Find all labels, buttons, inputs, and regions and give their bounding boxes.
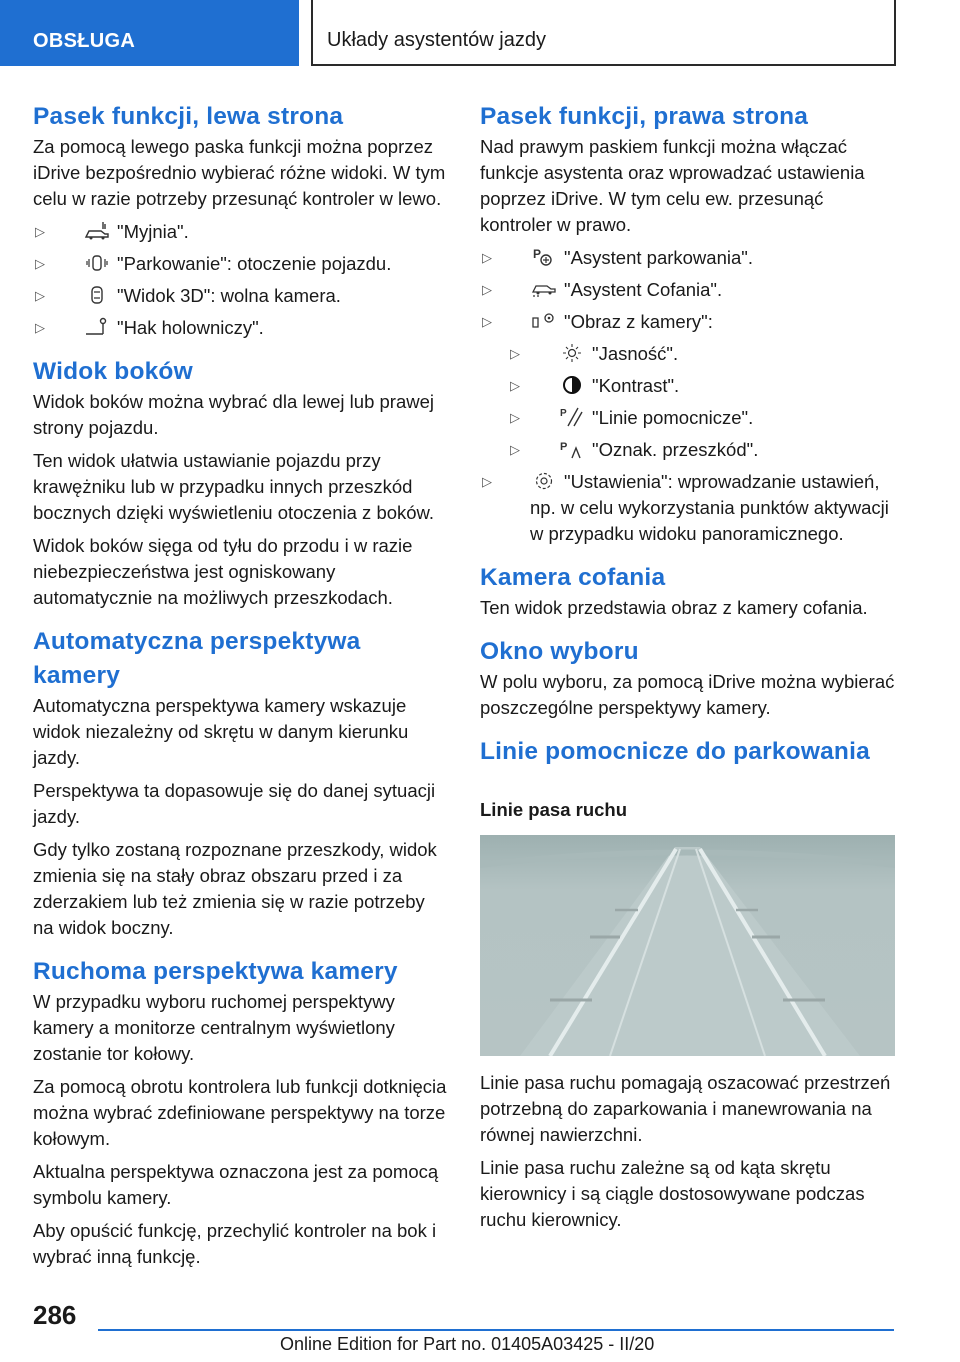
paragraph: Ten widok ułatwia ustawianie pojazdu przy krawężniku lub w przypadku innych przeszkód bocznych dzięki wyświetleniu otoczenia z boków. [33, 450, 435, 523]
edition-note: Online Edition for Part no. 01405A03425 - II/20 [280, 1334, 655, 1354]
paragraph: Widok boków można wybrać dla lewej lub prawej strony pojazdu. [33, 391, 435, 438]
section-title: OBSŁUGA [33, 30, 136, 52]
lane-lines-image [480, 835, 895, 1056]
bullet-icon: ▷ [482, 282, 492, 297]
heading-automatic-perspective: Automatyczna perspektywa kamery [33, 628, 361, 689]
footer-divider [98, 1329, 894, 1331]
bullet-icon: ▷ [35, 320, 45, 335]
list-item-text: "Widok 3D": wolna kamera. [117, 285, 341, 306]
svg-text:P: P [533, 247, 542, 261]
parking-surroundings-icon [83, 252, 111, 274]
paragraph: Perspektywa ta dopasowuje się do danej sytuacji jazdy. [33, 780, 436, 827]
list-item [480, 277, 896, 303]
paragraph: Automatyczna perspektywa kamery wskazuje widok niezależny od skrętu w danym kierunku jazdy. [33, 695, 409, 768]
bullet-icon: ▷ [510, 378, 520, 393]
bullet-icon: ▷ [482, 314, 492, 329]
list-item [33, 283, 449, 309]
right-column [480, 100, 896, 1240]
list-item-text: "Oznak. przeszkód". [592, 439, 759, 460]
list-item-text: "Asystent Cofania". [564, 279, 723, 300]
list-item-text: "Obraz z kamery": [564, 311, 713, 332]
sub-list-item [480, 373, 896, 399]
list-item-text: "Jasność". [592, 343, 679, 364]
list-item-text: "Kontrast". [592, 375, 680, 396]
chapter-header [311, 0, 896, 66]
list-item-text: "Linie pomocnicze". [592, 407, 754, 428]
bullet-icon: ▷ [510, 442, 520, 457]
list-item-text: "Ustawienia": wprowadzanie ustawień, np. w celu wykorzystania punktów aktywacji w przypadku widoku panoramicznego. [530, 471, 889, 544]
list-item-text: "Asystent parkowania". [564, 247, 753, 268]
list-item [33, 251, 449, 277]
paragraph: Za pomocą obrotu kontrolera lub funkcji dotknięcia można wybrać zdefiniowane perspektywy na torze kołowym. [33, 1076, 447, 1149]
paragraph: Ten widok przedstawia obraz z kamery cofania. [480, 597, 868, 618]
paragraph: Nad prawym paskiem funkcji można włączać funkcje asystenta oraz wprowadzać ustawienia poprzez iDrive. W tym celu ew. przesunąć kontroler w prawo. [480, 136, 865, 235]
page-number: 286 [33, 1300, 77, 1330]
paragraph: Widok boków sięga od tyłu do przodu i w razie niebezpieczeństwa jest ogniskowany automatycznie na możliwych przeszkodach. [33, 535, 413, 608]
heading-moving-perspective: Ruchoma perspektywa kamery [33, 958, 398, 985]
tow-hitch-icon [83, 316, 111, 338]
list-item [33, 219, 449, 245]
bullet-icon: ▷ [482, 250, 492, 265]
bullet-icon: ▷ [35, 256, 45, 271]
svg-text:P: P [560, 408, 567, 419]
heading-rear-camera: Kamera cofania [480, 564, 666, 591]
car-wash-icon [83, 220, 111, 242]
parking-assistant-icon [530, 246, 558, 268]
list-item [480, 469, 896, 547]
heading-parking-guide-lines: Linie pomocnicze do parkowania [480, 738, 870, 765]
bullet-icon: ▷ [510, 410, 520, 425]
obstacle-marking-icon [558, 438, 586, 460]
heading-left-function-bar: Pasek funkcji, lewa strona [33, 103, 344, 130]
heading-right-function-bar: Pasek funkcji, prawa strona [480, 103, 809, 130]
paragraph: Linie pasa ruchu pomagają oszacować przestrzeń potrzebną do zaparkowania i manewrowania na równej nawierzchni. [480, 1072, 891, 1145]
bullet-icon: ▷ [510, 346, 520, 361]
paragraph: W przypadku wyboru ruchomej perspektywy kamery a monitorze centralnym wyświetlony zostanie tor kołowy. [33, 991, 395, 1064]
paragraph: Za pomocą lewego paska funkcji można poprzez iDrive bezpośrednio wybierać różne widoki. W tym celu w razie potrzeby przesunąć kontroler w lewo. [33, 136, 446, 209]
paragraph: Aktualna perspektywa oznaczona jest za pomocą symbolu kamery. [33, 1161, 439, 1208]
subheading-lane-lines: Linie pasa ruchu [480, 799, 628, 820]
view-3d-icon [83, 284, 111, 306]
bullet-icon: ▷ [35, 224, 45, 239]
bullet-icon: ▷ [482, 474, 492, 489]
reversing-assistant-icon [530, 278, 558, 300]
svg-text:P: P [560, 441, 568, 453]
list-item [480, 309, 896, 335]
guide-lines-icon [558, 406, 586, 428]
chapter-title: Układy asystentów jazdy [327, 29, 546, 51]
heading-selection-window: Okno wyboru [480, 638, 639, 665]
list-item-text: "Myjnia". [117, 221, 189, 242]
brightness-icon [558, 342, 586, 364]
bullet-icon: ▷ [35, 288, 45, 303]
sub-list-item [480, 405, 896, 431]
lane-lines-illustration [480, 835, 895, 1056]
sub-list-item [480, 437, 896, 463]
paragraph: Linie pasa ruchu zależne są od kąta skrętu kierownicy i są ciągle dostosowywane podczas ruchu kierownicy. [480, 1157, 865, 1230]
camera-image-icon [530, 310, 558, 332]
left-column [33, 100, 449, 1277]
paragraph: Gdy tylko zostaną rozpoznane przeszkody, widok zmienia się na stały obraz obszaru przed i za zderzakiem lub też zmienia się w razie potrzeby na widok boczny. [33, 839, 437, 938]
list-item [480, 245, 896, 271]
sub-list-item [480, 341, 896, 367]
paragraph: W polu wyboru, za pomocą iDrive można wybierać poszczególne perspektywy kamery. [480, 671, 895, 718]
list-item-text: "Parkowanie": otoczenie pojazdu. [117, 253, 392, 274]
list-item [33, 315, 449, 341]
contrast-icon [558, 374, 586, 396]
paragraph: Aby opuścić funkcję, przechylić kontroler na bok i wybrać inną funkcję. [33, 1220, 437, 1267]
settings-icon [530, 470, 558, 492]
section-tab [0, 0, 299, 66]
list-item-text: "Hak holowniczy". [117, 317, 264, 338]
heading-side-view: Widok boków [33, 358, 193, 385]
